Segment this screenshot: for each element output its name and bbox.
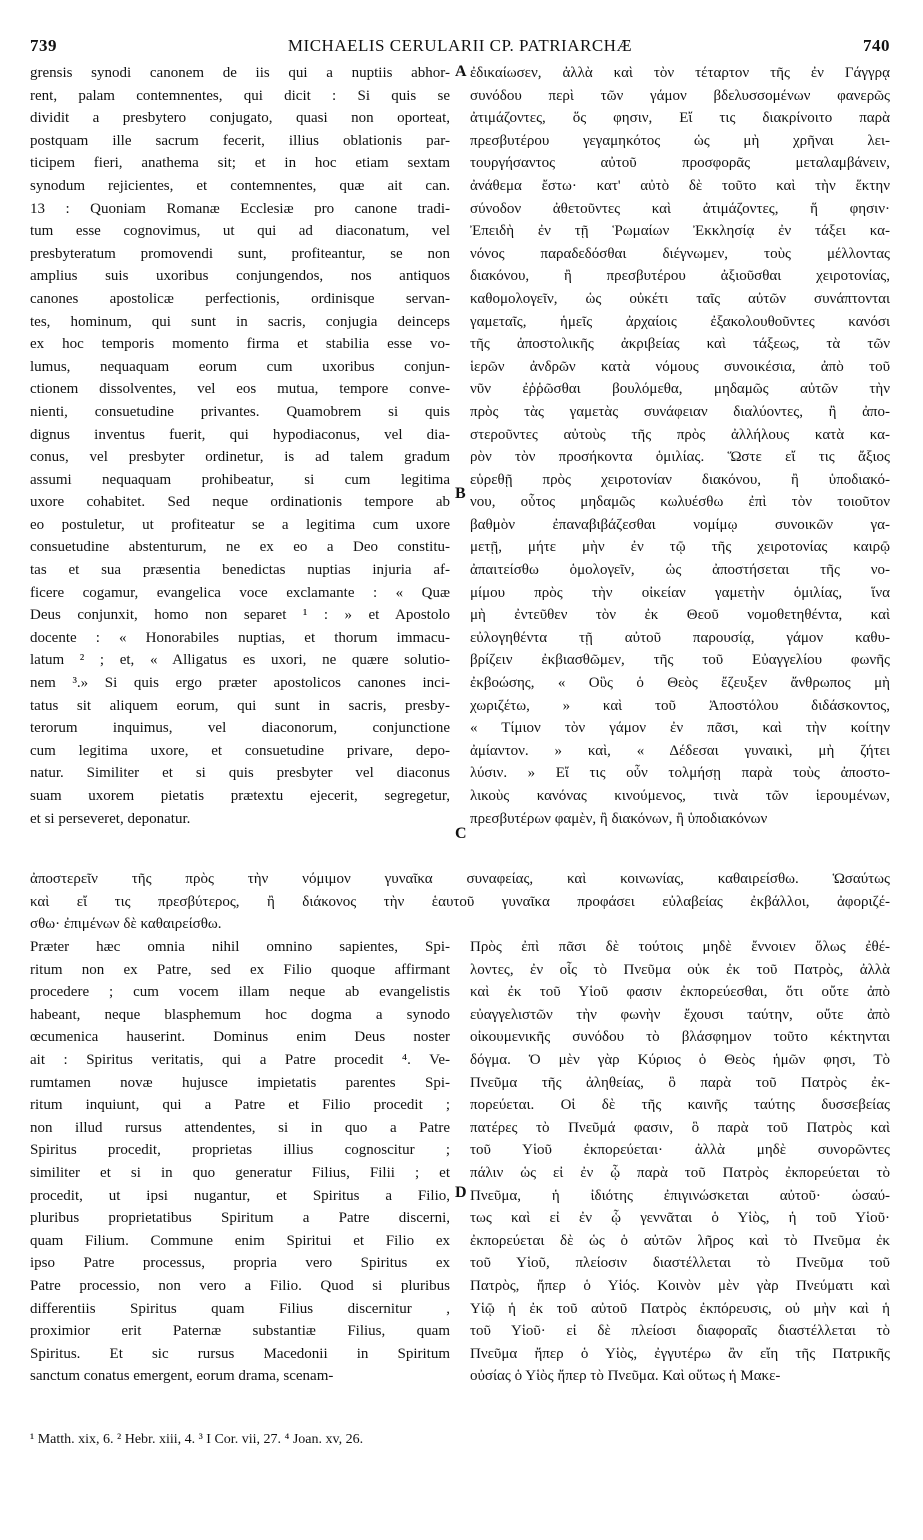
text-line: οὐσίας ὁ Υἱὸς ἤπερ τὸ Πνεῦμα. Καὶ οὕτως ἡ Μακε- — [470, 1368, 781, 1385]
text-line: non illud rursus attendentes, si in quo a Patre — [30, 1119, 450, 1136]
text-line: ἀποστερεῖν τῆς πρὸς τὴν νόμιμον γυναῖκα συναφείας, καὶ κοινωνίας, καθαιρείσθω. Ὡσαύτως — [30, 871, 890, 887]
text-line: differentiis Spiritus quam Filius discernitur , — [30, 1300, 450, 1317]
running-title: MICHAELIS CERULARII CP. PATRIARCHÆ — [287, 36, 633, 55]
text-line: τοῦ Υἱοῦ· εἰ δὲ πλείοσι διαφοραῖς διαστέλλεται τὸ — [470, 1323, 890, 1340]
text-line: μετῇ, μήτε μὴν ἐν τῷ τῆς χειροτονίας καιρῷ — [470, 539, 890, 556]
text-line: nem ³.» Si quis ergo præter apostolicos canones inci- — [30, 675, 450, 692]
text-line: Πνεῦμα τῆς ἀληθείας, ὃ παρὰ τοῦ Πατρὸς ἐκ- — [470, 1074, 890, 1091]
text-line: Πνεῦμα ἤπερ ὁ Υἱὸς, ἐγγυτέρω ἂν εἴη τῆς Πατρικῆς — [470, 1345, 890, 1362]
text-line: suam uxorem pietatis prætextu ejecerit, segregetur, — [30, 788, 450, 804]
margin-marker-b: B — [455, 485, 466, 502]
text-line: οἰκουμενικῆς συνόδου τὸ βλάσφημον τοῦτο κέκτηνται — [470, 1029, 890, 1046]
text-line: latum ² ; et, « Alligatus es uxori, ne quære solutio- — [30, 652, 450, 669]
text-line: Πρὸς ἐπὶ πᾶσι δὲ τούτοις μηδὲ ἔννοιεν ὅλως ἐθέ- — [470, 939, 890, 955]
text-line: Spiritus procedit, proprietas illius cognoscitur ; — [30, 1142, 450, 1159]
text-line: dignus inventus fuerit, qui hypodiaconus, vel dia- — [30, 426, 450, 443]
page-header — [30, 36, 890, 62]
text-line: ἀτιμάζοντες, ὅς φησιν, Εἴ τις διακρίνοιτο παρὰ — [470, 110, 890, 127]
text-line: τοῦ Υἱοῦ ἐκπορεύεται· ἀλλὰ μηδὲ συνορῶντες — [470, 1142, 890, 1159]
text-line: ἱερῶν ἀνδρῶν κατὰ νόμους συνοικέσια, ἀπὸ τοῦ — [470, 358, 890, 375]
text-line: χωριζέτω, » καὶ τοῦ Ἀποστόλου διδάσκοντος, — [470, 697, 890, 714]
text-line: τουργήσαντος αὐτοῦ προσφορᾶς μεταλαμβάνειν, — [470, 155, 890, 172]
text-line: grensis synodi canonem de iis qui a nuptiis abhor- — [30, 65, 450, 81]
text-line: nienti, consuetudine privantes. Quamobrem si quis — [30, 403, 450, 420]
margin-marker-c: C — [455, 825, 467, 842]
text-line: μὴ ἐντεῦθεν τὸν ἐκ Θεοῦ νομοθετηθέντα, καὶ — [470, 607, 890, 624]
margin-marker-d: D — [455, 1184, 467, 1201]
text-line: ritum non ex Patre, sed ex Filio quoque affirmant — [30, 961, 450, 978]
text-line: εὐλογηθέντα τῇ αὐτοῦ παρουσίᾳ, γάμον καθυ- — [470, 629, 890, 646]
text-line: ipso Patre processus, propria vero Spiritus ex — [30, 1255, 450, 1272]
text-line: lumus, nequaquam eorum cum uxoribus conjun- — [30, 358, 450, 375]
margin-marker-a: A — [455, 63, 467, 80]
text-line: sanctum conatus emergent, eorum drama, scenam- — [30, 1368, 334, 1385]
text-line: νου, οὗτος μηδαμῶς κωλυέσθω ἐπὶ τὸν τοιοῦτον — [470, 494, 890, 511]
text-line: νόνος παραδεδόσθαι διέγνωμεν, τοὺς μέλλοντας — [470, 245, 890, 262]
text-line: καὶ ἐκ τοῦ Υἱοῦ φασιν ἐκπορεύεσθαι, ὅτι οὔτε ἀπὸ — [470, 984, 890, 1001]
text-line: natur. Similiter et si quis presbyter vel diaconus — [30, 765, 450, 782]
text-line: Patre processio, non vero a Filio. Quod si pluribus — [30, 1277, 450, 1294]
text-line: procedit, ut ipsi nugantur, et Spiritus a Filio, — [30, 1187, 450, 1204]
latin-column-bottom — [30, 936, 450, 1388]
text-line: pluribus proprietatibus Spiritum a Patre discerni, — [30, 1210, 450, 1227]
text-line: Spiritus. Et sic rursus Macedonii in Spiritum — [30, 1345, 450, 1362]
text-line: πρεσβυτέρου γεγαμηκότος ὡς μὴ χρῆναι λει- — [470, 132, 890, 149]
text-line: habeant, neque blasphemum hoc dogma a synodo — [30, 1006, 450, 1023]
text-line: Πατρὸς, ἤπερ ὁ Υἱός. Κοινὸν μὲν γὰρ Πνεύματι καὶ — [470, 1277, 890, 1294]
text-line: presbyteratum promovendi sunt, profiteantur, se non — [30, 245, 450, 262]
text-line: et si perseveret, deponatur. — [30, 810, 191, 827]
text-line: tum esse cognovimus, ut qui ad diaconatum, vel — [30, 223, 450, 240]
text-line: docente : « Honorabiles nuptias, et thorum immacu- — [30, 629, 450, 646]
text-line: rumtamen novæ hujusce impietatis parentes Spi- — [30, 1074, 450, 1091]
text-line: λικοὺς κανόνας κινούμενος, τινὰ τῶν ἱερουμένων, — [470, 788, 890, 804]
text-line: ticipem fieri, anathema sit; et in hoc etiam sextam — [30, 155, 450, 172]
text-line: synodum rejicientes, et contemnentes, quæ ait can. — [30, 177, 450, 194]
text-line: ρὸν τὸν προσήκοντα ὁμιλίας. Ὥστε εἴ τις ἄξιος — [470, 449, 890, 466]
greek-column-bottom — [470, 936, 890, 1388]
text-line: ἀπαιτείσθω ὁμολογεῖν, ὡς ἀποστήσεται τῆς νο- — [470, 562, 890, 579]
text-line: terorum inquimus, vel diaconorum, conjunctione — [30, 720, 450, 737]
text-line: eo postuletur, ut profiteatur se a legitima cum uxore — [30, 516, 450, 533]
text-line: ctionem dissolventes, vel eos mutua, tempore conve- — [30, 381, 450, 398]
text-line: σύνοδον ἀθετοῦντες καὶ ἀτιμάζοντες, ἥ φησιν· — [470, 200, 890, 217]
text-line: καθομολογεῖν, ὡς οὐκέτι ταῖς αὐτῶν συνάπτονται — [470, 290, 890, 307]
text-line: Deus conjunxit, homo non separet ¹ : » et Apostolo — [30, 607, 450, 624]
text-line: δόγμα. Ὁ μὲν γὰρ Κύριος ὁ Θεὸς ἡμῶν φησι, Τὸ — [470, 1051, 890, 1068]
text-line: εὑρεθῇ πρὸς χειροτονίαν διακόνου, ἢ ὑποδιακό- — [470, 471, 890, 488]
latin-column-top — [30, 62, 450, 830]
text-line: cum legitima uxore, et consuetudine privare, depo- — [30, 742, 450, 759]
text-line: similiter et si in quo generatur Filius, Filii ; et — [30, 1164, 450, 1181]
text-line: στεροῦντες αὐτοὺς τῆς πρὸς ἀλλήλους κατὰ κα- — [470, 426, 890, 443]
text-line: πατέρες τὸ Πνεῦμά φασιν, ὃ παρὰ τοῦ Πατρὸς καὶ — [470, 1119, 890, 1136]
text-line: Præter hæc omnia nihil omnino sapientes, Spi- — [30, 939, 450, 955]
text-line: tas et sua præsentia benedictas nuptias injuria af- — [30, 562, 450, 579]
greek-column-top — [470, 62, 890, 830]
text-line: quam Filium. Commune enim Spiritui et Filio ex — [30, 1232, 450, 1249]
text-line: Ἐπειδὴ ἐν τῇ Ῥωμαίων Ἐκκλησίᾳ ἐν τάξει κα- — [470, 223, 890, 240]
text-line: postquam ille sacrum fecerit, illius oblationis par- — [30, 132, 450, 149]
text-line: dividit a presbytero conjugato, quasi non oporteat, — [30, 110, 450, 127]
text-line: procedere ; cum vocem illam neque ab evangelistis — [30, 984, 450, 1001]
text-line: canones apostolicæ perfectionis, ordinisque servan- — [30, 290, 450, 307]
text-line: ἀμίαντον. » καὶ, « Δέδεσαι γυναικὶ, μὴ ζήτει — [470, 742, 890, 759]
text-line: ἐκπορεύεται δὲ ὡς ὁ αὐτῶν λῆρος καὶ τὸ Πνεῦμα ἐκ — [470, 1232, 890, 1249]
text-line: ficere cogamur, evangelica voce exclamante : « Quæ — [30, 584, 450, 601]
text-line: πάλιν ὡς εἰ ἐν ᾧ παρὰ τοῦ Πατρὸς ἐκπορεύεται τὸ — [470, 1164, 890, 1181]
page-number-left: 739 — [30, 36, 57, 55]
text-line: assumi nequaquam prohibeatur, si cum legitima — [30, 471, 450, 488]
text-line: λύσιν. » Εἴ τις οὖν τολμήσῃ παρὰ τοὺς ἀποστο- — [470, 765, 890, 782]
text-line: τῆς ἀποστολικῆς ἀκριβείας καὶ τάξεως, τὰ τῶν — [470, 336, 890, 353]
text-line: œcumenica hauserint. Dominus enim Deus noster — [30, 1029, 450, 1046]
text-line: proximior erit Paternæ substantiæ Filius, quam — [30, 1323, 450, 1340]
text-line: γαμεταῖς, ἡμεῖς ἀρχαίοις ἐξακολουθοῦντες κανόσι — [470, 313, 890, 330]
text-line: ait : Spiritus veritatis, qui a Patre procedit ⁴. Ve- — [30, 1051, 450, 1068]
text-line: conus, vel presbyter ordinetur, is ad talem gradum — [30, 449, 450, 466]
text-line: πρὸς τὰς γαμετὰς συνάφειαν διαλύοντες, ἢ ἀπο- — [470, 403, 890, 420]
text-line: νῦν ἐῤῥῶσθαι βουλόμεθα, μηδαμῶς αὐτῶν τὴν — [470, 381, 890, 398]
text-line: εὐαγγελιστῶν τὴν φωνὴν ἔχουσι ταύτην, οὔτε ἀπὸ — [470, 1006, 890, 1023]
text-line: amplius suis uxoribus conjungendos, nos antiquos — [30, 268, 450, 285]
text-line: πορεύεται. Οἱ δὲ τῆς καινῆς ταύτης δυσσεβείας — [470, 1097, 890, 1114]
text-line: Πνεῦμα, ἡ ἰδιότης ἐπιγινώσκεται αὐτοῦ· ὡσαύ- — [470, 1187, 890, 1204]
text-line: ritum inquiunt, qui a Patre et Filio procedit ; — [30, 1097, 450, 1114]
text-line: μίμου πρὸς τὴν οἰκείαν γαμετὴν ὁμιλίας, ἵνα — [470, 584, 890, 601]
text-line: tes, hominum, qui sunt in sacris, conjugia deinceps — [30, 313, 450, 330]
text-line: καὶ εἴ τις πρεσβύτερος, ἢ διάκονος τὴν ἑαυτοῦ γυναῖκα προφάσει εὐλαβείας ἐκβάλλοι, ἀφοριζέ- — [30, 893, 890, 910]
text-line: διακόνου, ἢ πρεσβυτέρου ἀξιοῦσθαι χειροτονίας, — [470, 268, 890, 285]
page-number-right: 740 — [863, 36, 890, 55]
text-line: πρεσβυτέρων φαμὲν, ἢ διακόνων, ἢ ὑποδιακόνων — [470, 810, 768, 827]
text-line: consuetudine abstenturum, ne ex eo a Deo constitu- — [30, 539, 450, 556]
text-line: tatus sit aliquem eorum, qui sunt in sacris, presby- — [30, 697, 450, 714]
text-line: συνόδου περὶ τῶν γάμον βδελυσσομένων φανερῶς — [470, 87, 890, 104]
text-line: Υἱῷ ἡ ἐκ τοῦ αὐτοῦ Πατρὸς ἐκπόρευσις, οὐ μὴν καὶ ἡ — [470, 1300, 890, 1317]
greek-full-width-text — [30, 868, 890, 936]
footnotes: ¹ Matth. xix, 6. ² Hebr. xiii, 4. ³ I Cor. vii, 27. ⁴ Joan. xv, 26. — [30, 1432, 364, 1447]
text-line: λοντες, ἐν οἷς τὸ Πνεῦμα οὐκ ἐκ τοῦ Πατρὸς, ἀλλὰ — [470, 961, 890, 978]
text-line: σθω· ἐπιμένων δὲ καθαιρείσθω. — [30, 916, 222, 933]
text-line: « Τίμιον τὸν γάμον ἐν πᾶσι, καὶ τὴν κοίτην — [470, 720, 890, 737]
text-line: ἐδικαίωσεν, ἀλλὰ καὶ τὸν τέταρτον τῆς ἐν Γάγγρᾳ — [470, 65, 890, 81]
text-line: ἀνάθεμα ἔστω· κατ' αὐτὸ δὲ τοῦτο καὶ τὴν ἕκτην — [470, 177, 890, 194]
text-line: βρίζειν ἐκβιασθῶμεν, τῆς τοῦ Εὐαγγελίου φωνῆς — [470, 652, 890, 669]
text-line: τοῦ Υἱοῦ, πλείοσιν διαστέλλεται τὸ Πνεῦμα τοῦ — [470, 1255, 890, 1272]
text-line: ex hoc temporis momento firma et stabilia esse vo- — [30, 336, 450, 353]
text-line: βαθμὸν ἐπαναβιβάζεσθαι νομίμῳ συνοικῶν γα- — [470, 516, 890, 533]
text-line: ἐκβοώσης, « Οὓς ὁ Θεὸς ἔζευξεν ἄνθρωπος μὴ — [470, 675, 890, 692]
text-line: rent, palam contemnentes, qui dicit : Si quis se — [30, 87, 450, 104]
text-line: τως καὶ εἰ ἐν ᾧ γεννᾶται ὁ Υἱὸς, ἡ τοῦ Υἱοῦ· — [470, 1210, 890, 1227]
text-line: uxore cohabitet. Sed neque ordinationis tempore ab — [30, 494, 450, 511]
text-line: 13 : Quoniam Romanæ Ecclesiæ pro canone tradi- — [30, 200, 450, 217]
